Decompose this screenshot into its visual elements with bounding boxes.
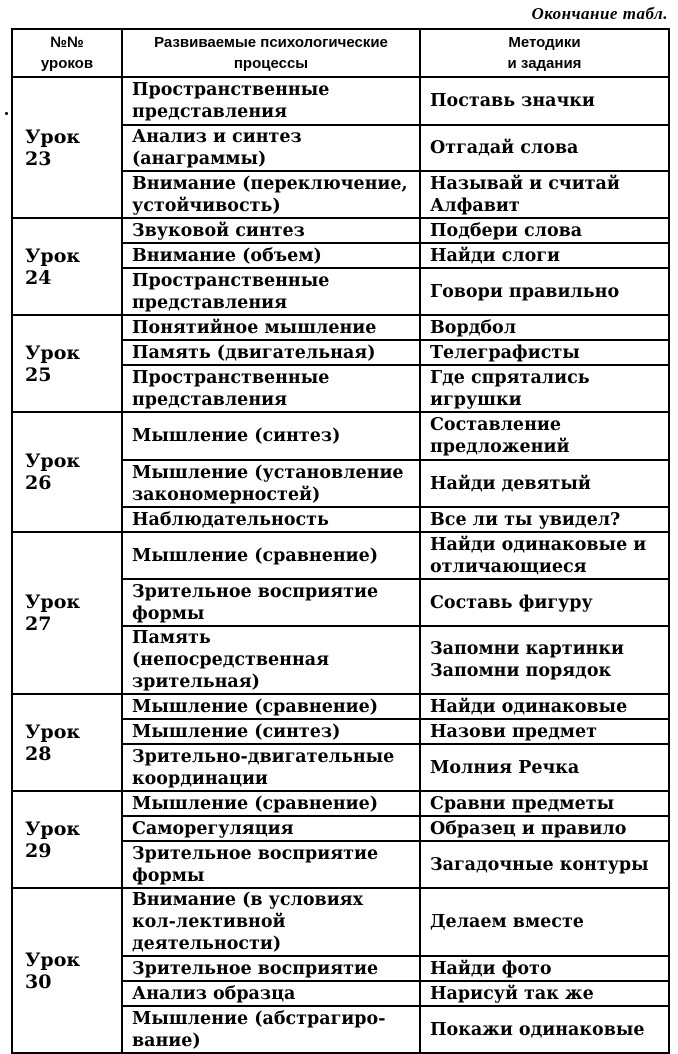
method-cell: Отгадай слова [420,125,669,171]
method-cell: Нарисуй так же [420,981,669,1006]
table-row [12,791,669,816]
method-cell: Образец и правило [420,816,669,841]
process-cell: Мышление (сравнение) [122,791,420,816]
process-cell: Пространственные представления [122,365,420,412]
process-cell: Внимание (объем) [122,243,420,268]
table-row [12,532,669,579]
method-cell: Найди одинаковые и отличающиеся [420,532,669,579]
lesson-cell: Урок 28 [12,694,122,791]
method-cell: Телеграфисты [420,340,669,365]
method-cell: Загадочные контуры [420,841,669,888]
method-cell: Запомни картинки Запомни порядок [420,626,669,694]
header-row [12,29,669,77]
method-cell: Составь фигуру [420,579,669,626]
method-cell: Говори правильно [420,268,669,315]
process-cell: Внимание (в условиях кол-лективной деятельности) [122,888,420,956]
process-cell: Память (непосредственная зрительная) [122,626,420,694]
process-cell: Мышление (синтез) [122,719,420,744]
method-cell: Найди одинаковые [420,694,669,719]
table-row [12,218,669,243]
lesson-cell: Урок 26 [12,412,122,532]
method-cell: Найди фото [420,956,669,981]
process-cell: Зрительное восприятие формы [122,841,420,888]
table-row [12,315,669,340]
process-cell: Мышление (сравнение) [122,532,420,579]
lesson-cell: Урок 29 [12,791,122,888]
method-cell: Все ли ты увидел? [420,507,669,532]
process-cell: Пространственные представления [122,77,420,125]
method-cell: Составление предложений [420,412,669,460]
method-cell: Делаем вместе [420,888,669,956]
lesson-cell: Урок 30 [12,888,122,1053]
process-cell: Мышление (синтез) [122,412,420,460]
process-cell: Мышление (установление закономерностей) [122,460,420,507]
lessons-table [11,28,670,1054]
table-row [12,694,669,719]
process-cell: Наблюдательность [122,507,420,532]
process-cell: Пространственные представления [122,268,420,315]
method-cell: Называй и считай Алфавит [420,171,669,218]
process-cell: Мышление (абстрагиро-вание) [122,1006,420,1053]
header-process: Развиваемые психологические процессы [122,29,420,77]
process-cell: Анализ образца [122,981,420,1006]
lesson-cell: Урок 24 [12,218,122,315]
lesson-cell: Урок 25 [12,315,122,412]
lesson-cell: Урок 27 [12,532,122,694]
scan-speck [5,112,8,115]
process-cell: Зрительное восприятие [122,956,420,981]
method-cell: Поставь значки [420,77,669,125]
table-caption: Окончание табл. [531,4,668,23]
method-cell: Покажи одинаковые [420,1006,669,1053]
process-cell: Зрительно-двигательные координации [122,744,420,791]
table-body [12,77,669,1053]
header-method: Методики и задания [420,29,669,77]
process-cell: Анализ и синтез (анаграммы) [122,125,420,171]
process-cell: Понятийное мышление [122,315,420,340]
table-row [12,77,669,125]
process-cell: Звуковой синтез [122,218,420,243]
method-cell: Найди девятый [420,460,669,507]
method-cell: Где спрятались игрушки [420,365,669,412]
header-lesson: №№ уроков [12,29,122,77]
method-cell: Подбери слова [420,218,669,243]
method-cell: Молния Речка [420,744,669,791]
process-cell: Зрительное восприятие формы [122,579,420,626]
table-row [12,412,669,460]
process-cell: Саморегуляция [122,816,420,841]
table-row [12,888,669,956]
method-cell: Назови предмет [420,719,669,744]
process-cell: Внимание (переключение, устойчивость) [122,171,420,218]
process-cell: Память (двигательная) [122,340,420,365]
process-cell: Мышление (сравнение) [122,694,420,719]
method-cell: Вордбол [420,315,669,340]
method-cell: Найди слоги [420,243,669,268]
method-cell: Сравни предметы [420,791,669,816]
lesson-cell: Урок 23 [12,77,122,218]
